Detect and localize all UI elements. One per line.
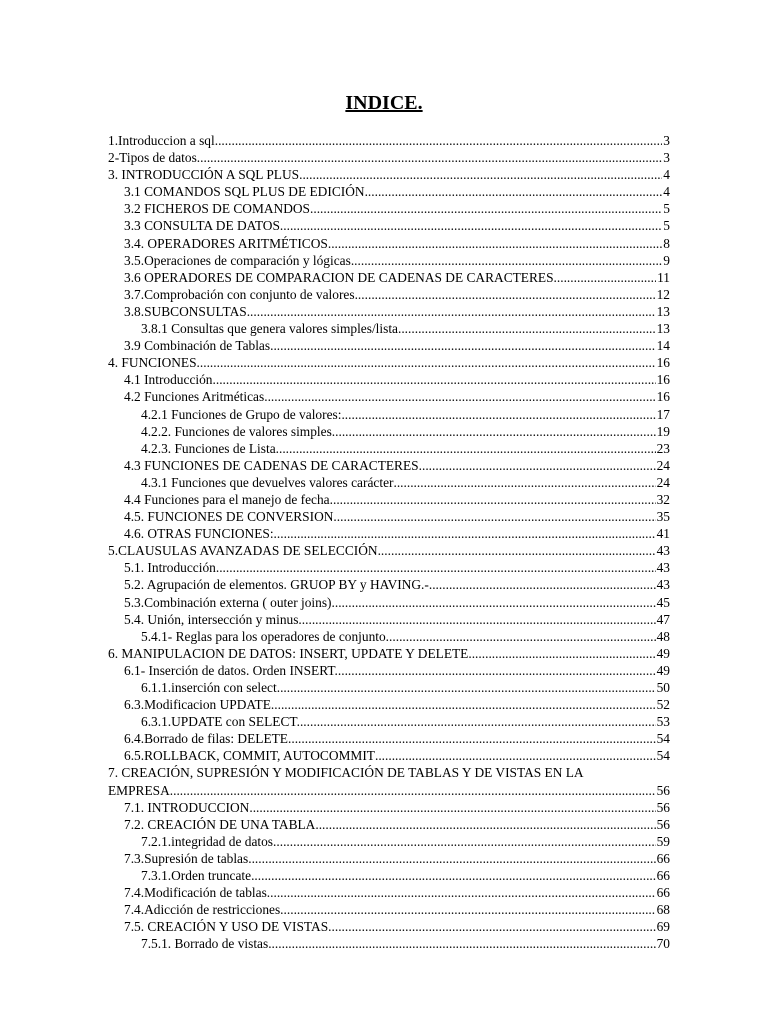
toc-entry-page: 19 — [656, 423, 670, 439]
toc-entry-title: 3.3 CONSULTA DE DATOS. — [124, 218, 284, 234]
toc-leader-dots — [422, 457, 656, 474]
toc-leader-dots — [284, 901, 656, 918]
toc-entry — [108, 730, 670, 747]
toc-entry — [108, 884, 670, 901]
toc-entry — [108, 645, 670, 662]
toc-leader-dots — [213, 371, 656, 388]
toc-leader-dots — [398, 320, 656, 337]
toc-leader-dots — [389, 628, 656, 645]
toc-entry-title: 2-Tipos de datos. — [108, 150, 201, 166]
toc-leader-dots — [249, 799, 655, 816]
toc-entry-title: 7.4.Modificación de tablas. — [124, 885, 271, 901]
toc-entry — [108, 611, 670, 628]
toc-entry — [108, 542, 670, 559]
toc-entry-page: 43 — [656, 577, 670, 593]
toc-entry-title: 6. MANIPULACION DE DATOS: INSERT, UPDATE Y DELETE. — [108, 645, 472, 661]
toc-leader-dots — [365, 183, 663, 200]
toc-entry — [108, 559, 670, 576]
toc-entry-page: 14 — [656, 338, 670, 354]
toc-entry — [108, 149, 670, 166]
toc-entry — [108, 662, 670, 679]
toc-leader-dots — [341, 406, 655, 423]
toc-leader-dots — [277, 679, 656, 696]
toc-entry — [108, 918, 670, 935]
toc-entry — [108, 491, 670, 508]
toc-entry-page: 59 — [656, 833, 670, 849]
toc-entry-title: 5.CLAUSULAS AVANZADAS DE SELECCIÓN — [108, 543, 378, 559]
toc-entry-title: 3.2 FICHEROS DE COMANDOS — [124, 201, 311, 217]
toc-entry-page: 43 — [656, 560, 670, 576]
toc-entry-page: 66 — [656, 868, 670, 884]
toc-leader-dots — [335, 423, 655, 440]
toc-entry-title: 7.3.1.Orden truncate — [141, 868, 252, 884]
toc-entry-page: 13 — [656, 321, 670, 337]
toc-entry-title: 3.5.Operaciones de comparación y lógicas — [124, 252, 351, 268]
toc-leader-dots — [271, 696, 656, 713]
toc-entry — [108, 166, 670, 183]
page-title: INDICE. — [345, 92, 423, 114]
toc-entry — [108, 217, 670, 234]
toc-leader-dots — [300, 713, 656, 730]
toc-entry-title: 7.3.Supresión de tablas. — [124, 850, 252, 866]
toc-leader-dots — [291, 730, 655, 747]
toc-leader-dots — [375, 747, 656, 764]
toc-leader-dots — [268, 388, 656, 405]
toc-entry — [108, 576, 670, 593]
toc-entry-title: 5.3.Combinación externa ( outer joins). — [124, 594, 335, 610]
toc-entry — [108, 525, 670, 542]
toc-entry — [108, 354, 670, 371]
toc-entry-page: 5 — [663, 218, 670, 234]
toc-leader-dots — [216, 559, 656, 576]
toc-entry-title: 4.2.3. Funciones de Lista. — [141, 440, 279, 456]
toc-entry — [108, 474, 670, 491]
toc-entry-title: 3.6 OPERADORES DE COMPARACION DE CADENAS DE CARACTERES. — [124, 269, 557, 285]
toc-leader-dots — [274, 525, 656, 542]
toc-entry — [108, 594, 670, 611]
toc-leader-dots — [393, 474, 655, 491]
toc-leader-dots — [472, 645, 656, 662]
toc-entry-title: 7.4.Adicción de restricciones. — [124, 902, 284, 918]
toc-entry-page: 4 — [663, 184, 670, 200]
table-of-contents — [108, 132, 670, 953]
toc-leader-dots — [557, 269, 656, 286]
toc-entry — [108, 747, 670, 764]
toc-entry — [108, 183, 670, 200]
toc-leader-dots — [332, 918, 656, 935]
toc-leader-dots — [200, 149, 662, 166]
toc-leader-dots — [270, 884, 655, 901]
toc-leader-dots — [315, 816, 655, 833]
toc-entry-title: 6.4.Borrado de filas: DELETE. — [124, 731, 292, 747]
toc-entry — [108, 440, 670, 457]
toc-entry — [108, 406, 670, 423]
toc-leader-dots — [302, 166, 662, 183]
toc-leader-dots — [310, 200, 662, 217]
toc-entry — [108, 200, 670, 217]
toc-entry-title: 6.5.ROLLBACK, COMMIT, AUTOCOMMIT — [124, 748, 375, 764]
toc-entry-title: 7.1. INTRODUCCION — [124, 799, 250, 815]
toc-entry-page: 56 — [656, 782, 670, 798]
toc-entry — [108, 833, 670, 850]
toc-leader-dots — [351, 252, 662, 269]
toc-entry-page: 47 — [656, 611, 670, 627]
toc-entry — [108, 782, 670, 799]
toc-leader-dots — [338, 662, 656, 679]
toc-entry-title: 7.5. CREACIÓN Y USO DE VISTAS. — [124, 919, 332, 935]
toc-entry-title: 3.9 Combinación de Tablas — [124, 338, 271, 354]
toc-entry-title: 5.4.1- Reglas para los operadores de conjunto. — [141, 628, 390, 644]
toc-entry-page: 53 — [656, 714, 670, 730]
toc-entry-title: 7.5.1. Borrado de vistas. — [141, 936, 272, 952]
toc-entry-page: 49 — [656, 645, 670, 661]
toc-entry-title: 6.1.1.inserción con select — [141, 680, 277, 695]
toc-entry-title: 4.3 FUNCIONES DE CADENAS DE CARACTERES. — [124, 457, 422, 473]
toc-entry-page: 41 — [656, 526, 670, 542]
toc-leader-dots — [250, 303, 656, 320]
toc-entry-title: 4.2.2. Funciones de valores simples. — [141, 423, 336, 439]
toc-entry-title: 3.7.Comprobación con conjunto de valores. — [124, 286, 358, 302]
toc-entry-title: 3.4. OPERADORES ARITMÉTICOS. — [124, 235, 332, 251]
toc-entry — [108, 679, 670, 696]
toc-entry-title: 7.2.1.integridad de datos. — [141, 833, 277, 849]
toc-entry-title: 3.8.SUBCONSULTAS. — [124, 303, 251, 319]
toc-leader-dots — [272, 935, 656, 952]
toc-entry-page: 3 — [663, 133, 670, 148]
toc-entry-page: 56 — [656, 799, 670, 815]
toc-entry-page: 54 — [656, 731, 670, 747]
toc-entry-title: EMPRESA — [108, 782, 170, 798]
toc-entry — [108, 901, 670, 918]
toc-entry-title: 4.5. FUNCIONES DE CONVERSION. — [124, 509, 337, 525]
toc-leader-dots — [358, 286, 656, 303]
toc-entry-title: 6.1- Inserción de datos. Orden INSERT. — [124, 662, 338, 678]
toc-entry-page: 4 — [663, 167, 670, 183]
toc-leader-dots — [302, 611, 656, 628]
toc-leader-dots — [270, 337, 656, 354]
toc-entry-title: 4.6. OTRAS FUNCIONES: — [124, 526, 274, 542]
toc-entry-page: 32 — [656, 491, 670, 507]
toc-entry-title: 4.2.1 Funciones de Grupo de valores: — [141, 406, 342, 422]
toc-entry — [108, 799, 670, 816]
toc-entry-title: 4. FUNCIONES. — [108, 355, 200, 371]
toc-entry-page: 70 — [656, 936, 670, 952]
toc-entry-page: 12 — [656, 286, 670, 302]
toc-entry-title: 4.4 Funciones para el manejo de fecha. — [124, 491, 333, 507]
toc-entry-page: 5 — [663, 201, 670, 217]
toc-entry — [108, 935, 670, 952]
toc-entry-page: 17 — [656, 406, 670, 422]
toc-entry-page: 8 — [663, 235, 670, 251]
toc-entry-page: 16 — [656, 372, 670, 388]
toc-leader-dots — [251, 867, 656, 884]
toc-entry — [108, 423, 670, 440]
toc-entry-page: 54 — [656, 748, 670, 764]
toc-leader-dots — [337, 508, 656, 525]
toc-leader-dots — [170, 782, 656, 799]
toc-entry — [108, 286, 670, 303]
toc-entry — [108, 388, 670, 405]
toc-leader-dots — [252, 850, 656, 867]
toc-entry — [108, 132, 670, 149]
toc-entry-page: 68 — [656, 902, 670, 918]
toc-entry-title: 6.3.1.UPDATE con SELECT. — [141, 714, 300, 730]
toc-entry — [108, 713, 670, 730]
toc-entry-title: 3.8.1 Consultas que genera valores simples/lista — [141, 321, 398, 337]
toc-entry — [108, 252, 670, 269]
toc-entry-title: 1.Introduccion a sql. — [108, 133, 219, 148]
toc-leader-dots — [218, 132, 662, 149]
toc-entry-title: 3.1 COMANDOS SQL PLUS DE EDICIÓN — [124, 184, 365, 200]
toc-entry-page: 43 — [656, 543, 670, 559]
toc-entry-page: 3 — [663, 150, 670, 166]
toc-entry-page: 11 — [657, 269, 670, 285]
toc-entry — [108, 764, 670, 781]
toc-entry — [108, 337, 670, 354]
toc-entry — [108, 628, 670, 645]
toc-leader-dots — [429, 576, 656, 593]
toc-entry-page: 24 — [656, 457, 670, 473]
toc-entry — [108, 235, 670, 252]
toc-entry-page: 50 — [656, 680, 670, 695]
toc-entry — [108, 696, 670, 713]
toc-entry-title: 6.3.Modificacion UPDATE — [124, 697, 271, 713]
toc-leader-dots — [200, 354, 656, 371]
toc-entry-page: 49 — [656, 662, 670, 678]
toc-entry — [108, 850, 670, 867]
toc-entry-page: 13 — [656, 303, 670, 319]
toc-entry-page: 69 — [656, 919, 670, 935]
toc-entry-title: 5.4. Unión, intersección y minus. — [124, 611, 302, 627]
toc-entry-page: 16 — [656, 355, 670, 371]
toc-leader-dots — [333, 491, 656, 508]
toc-entry-title: 7. CREACIÓN, SUPRESIÓN Y MODIFICACIÓN DE TABLAS Y DE VISTAS EN LA — [108, 765, 584, 781]
toc-entry-page: 24 — [656, 474, 670, 490]
toc-entry — [108, 371, 670, 388]
toc-entry — [108, 303, 670, 320]
toc-entry-page: 66 — [656, 885, 670, 901]
toc-entry — [108, 269, 670, 286]
toc-leader-dots — [276, 833, 655, 850]
toc-entry — [108, 508, 670, 525]
toc-entry-page: 56 — [656, 816, 670, 832]
toc-entry-title: 5.2. Agrupación de elementos. GRUOP BY y HAVING.- — [124, 577, 429, 593]
toc-entry — [108, 320, 670, 337]
toc-leader-dots — [378, 542, 656, 559]
toc-entry-page: 48 — [656, 628, 670, 644]
toc-entry-page: 52 — [656, 697, 670, 713]
toc-entry-page: 9 — [663, 252, 670, 268]
toc-entry-page: 16 — [656, 389, 670, 405]
toc-entry-page: 66 — [656, 850, 670, 866]
toc-entry-title: 4.3.1 Funciones que devuelves valores carácter — [141, 474, 394, 490]
toc-entry — [108, 457, 670, 474]
toc-leader-dots — [279, 440, 656, 457]
toc-entry-title: 5.1. Introducción — [124, 560, 216, 576]
toc-entry-title: 3. INTRODUCCIÓN A SQL PLUS. — [108, 167, 303, 183]
toc-entry-title: 4.1 Introducción — [124, 372, 213, 388]
toc-entry-page: 45 — [656, 594, 670, 610]
toc-entry-page: 35 — [656, 509, 670, 525]
toc-leader-dots — [283, 217, 662, 234]
toc-leader-dots — [331, 235, 662, 252]
toc-entry-page: 23 — [656, 440, 670, 456]
toc-entry — [108, 816, 670, 833]
toc-entry-title: 7.2. CREACIÓN DE UNA TABLA — [124, 816, 316, 832]
toc-leader-dots — [335, 594, 656, 611]
toc-entry-title: 4.2 Funciones Aritméticas. — [124, 389, 268, 405]
toc-entry — [108, 867, 670, 884]
